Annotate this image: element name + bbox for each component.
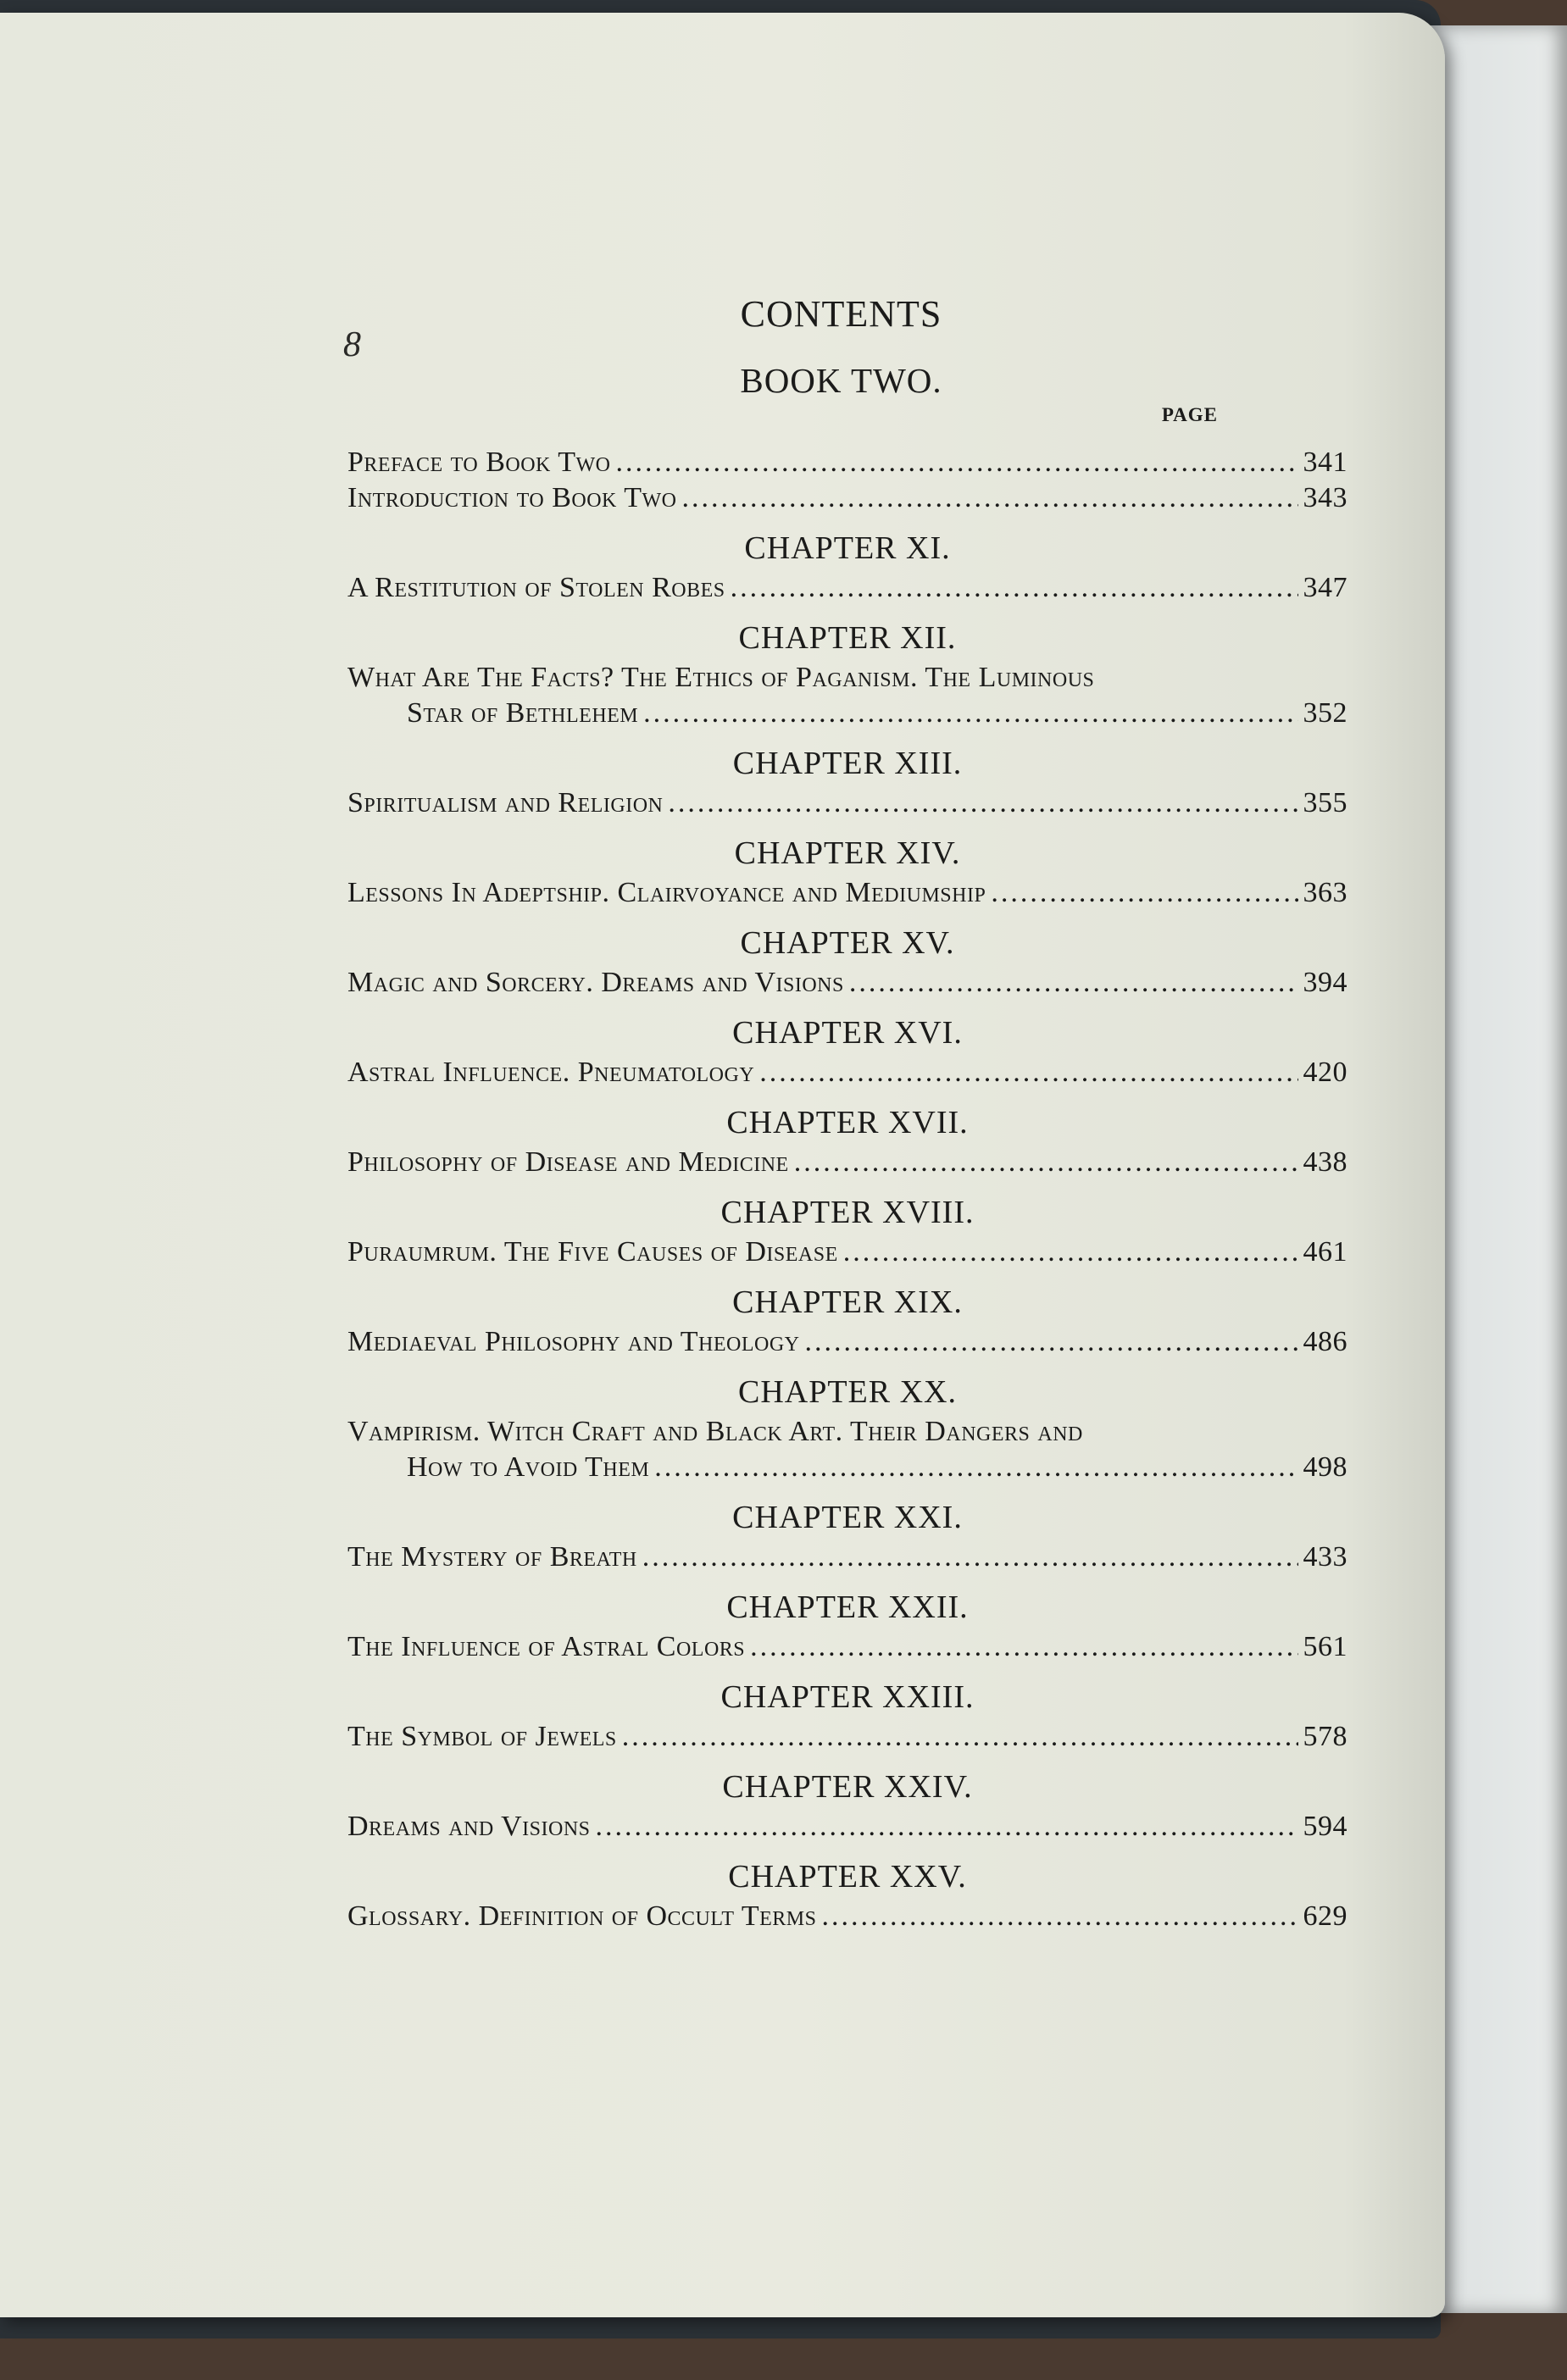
chapter-heading: CHAPTER XVIII. <box>720 1195 975 1230</box>
entry-title: The Mystery of Breath <box>347 1541 637 1573</box>
entry-title: Mediaeval Philosophy and Theology <box>347 1326 800 1357</box>
entry-page: 341 <box>1303 447 1348 478</box>
chapter-heading: CHAPTER XX. <box>737 1374 958 1410</box>
entry-title: Introduction to Book Two <box>347 482 677 513</box>
chapter-heading: CHAPTER XIV. <box>734 835 961 871</box>
leader-dots <box>731 570 1298 606</box>
entry-title: Preface to Book Two <box>347 447 611 478</box>
entry-title: The Influence of Astral Colors <box>347 1631 746 1662</box>
entry-title: Astral Influence. Pneumatology <box>347 1057 755 1088</box>
toc-entry <box>347 1540 1348 1575</box>
entry-title: Spiritualism and Religion <box>347 787 664 818</box>
chapter-heading: CHAPTER XVII. <box>726 1105 969 1140</box>
entry-title-line1: What Are The Facts? The Ethics of Paganism. The Luminous <box>347 662 1095 693</box>
entry-title: Magic and Sorcery. Dreams and Visions <box>347 967 844 998</box>
toc-entry <box>347 1055 1348 1090</box>
leader-dots <box>759 1055 1297 1090</box>
leader-dots <box>682 480 1298 516</box>
entry-title: Glossary. Definition of Occult Terms <box>347 1900 817 1932</box>
entry-page: 438 <box>1303 1146 1348 1178</box>
entry-title: How to Avoid Them <box>407 1451 650 1483</box>
entry-title: Dreams and Visions <box>347 1811 591 1842</box>
chapter-heading: CHAPTER XIII. <box>732 746 963 781</box>
leader-dots <box>805 1324 1298 1360</box>
leader-dots <box>822 1899 1298 1934</box>
entry-page: 461 <box>1303 1236 1348 1268</box>
entry-page: 394 <box>1303 967 1348 998</box>
leader-dots <box>622 1719 1298 1755</box>
entry-title: Lessons In Adeptship. Clairvoyance and Mediumship <box>347 877 986 908</box>
toc-entry <box>347 660 1348 731</box>
entry-page: 420 <box>1303 1057 1348 1088</box>
entry-page: 347 <box>1303 572 1348 603</box>
entry-page: 363 <box>1303 877 1348 908</box>
entry-title: Star of Bethlehem <box>407 697 639 729</box>
toc-entry <box>347 1414 1348 1485</box>
entry-continuation <box>347 1450 1348 1485</box>
entry-title: A Restitution of Stolen Robes <box>347 572 725 603</box>
toc-entry <box>347 785 1348 821</box>
chapter-heading: CHAPTER XI. <box>744 530 951 566</box>
entry-page: 561 <box>1303 1631 1348 1662</box>
entry-page: 352 <box>1303 697 1348 729</box>
book-title: BOOK TWO. <box>740 361 942 400</box>
page-column-header: PAGE <box>1161 404 1218 425</box>
entry-page: 578 <box>1303 1721 1348 1752</box>
toc-entry <box>347 1809 1348 1845</box>
chapter-heading: CHAPTER XXIV. <box>722 1769 973 1805</box>
entry-page: 355 <box>1303 787 1348 818</box>
entry-continuation <box>347 696 1348 731</box>
chapter-heading: CHAPTER XXII. <box>726 1589 969 1625</box>
chapter-heading: CHAPTER XXI. <box>732 1500 963 1535</box>
chapter-heading: CHAPTER XXV. <box>728 1859 967 1895</box>
toc-entry <box>347 1324 1348 1360</box>
entry-page: 433 <box>1303 1541 1348 1573</box>
leader-dots <box>991 875 1297 911</box>
toc-entry <box>347 1629 1348 1665</box>
book-page <box>0 13 1445 2317</box>
entry-title: Philosophy of Disease and Medicine <box>347 1146 789 1178</box>
leader-dots <box>616 445 1298 480</box>
leader-dots <box>794 1145 1298 1180</box>
table-of-contents <box>347 445 1348 1934</box>
entry-page: 343 <box>1303 482 1348 513</box>
leader-dots <box>843 1234 1298 1270</box>
contents-title: CONTENTS <box>740 293 942 335</box>
toc-entry <box>347 965 1348 1001</box>
entry-title: The Symbol of Jewels <box>347 1721 617 1752</box>
chapter-heading: CHAPTER XII. <box>738 620 957 656</box>
toc-entry <box>347 1899 1348 1934</box>
toc-entry <box>347 1719 1348 1755</box>
entry-page: 486 <box>1303 1326 1348 1357</box>
leader-dots <box>849 965 1298 1001</box>
toc-entry <box>347 875 1348 911</box>
leader-dots <box>642 1540 1298 1575</box>
chapter-heading: CHAPTER XV. <box>740 925 955 961</box>
leader-dots <box>596 1809 1298 1845</box>
toc-entry <box>347 570 1348 606</box>
entry-page: 498 <box>1303 1451 1348 1483</box>
chapter-heading: CHAPTER XVI. <box>732 1015 963 1051</box>
toc-entry <box>347 1145 1348 1180</box>
leader-dots <box>643 696 1297 731</box>
chapter-heading: CHAPTER XXIII. <box>720 1679 975 1715</box>
toc-entry <box>347 1234 1348 1270</box>
chapter-heading: CHAPTER XIX. <box>732 1284 963 1320</box>
entry-page: 629 <box>1303 1900 1348 1932</box>
leader-dots <box>654 1450 1297 1485</box>
toc-entry-introduction <box>347 480 1348 516</box>
toc-entry-preface <box>347 445 1348 480</box>
leader-dots <box>750 1629 1297 1665</box>
page-number: 8 <box>343 325 361 364</box>
entry-page: 594 <box>1303 1811 1348 1842</box>
leader-dots <box>668 785 1297 821</box>
entry-title-line1: Vampirism. Witch Craft and Black Art. Their Dangers and <box>347 1416 1083 1447</box>
entry-title: Puraumrum. The Five Causes of Disease <box>347 1236 838 1268</box>
